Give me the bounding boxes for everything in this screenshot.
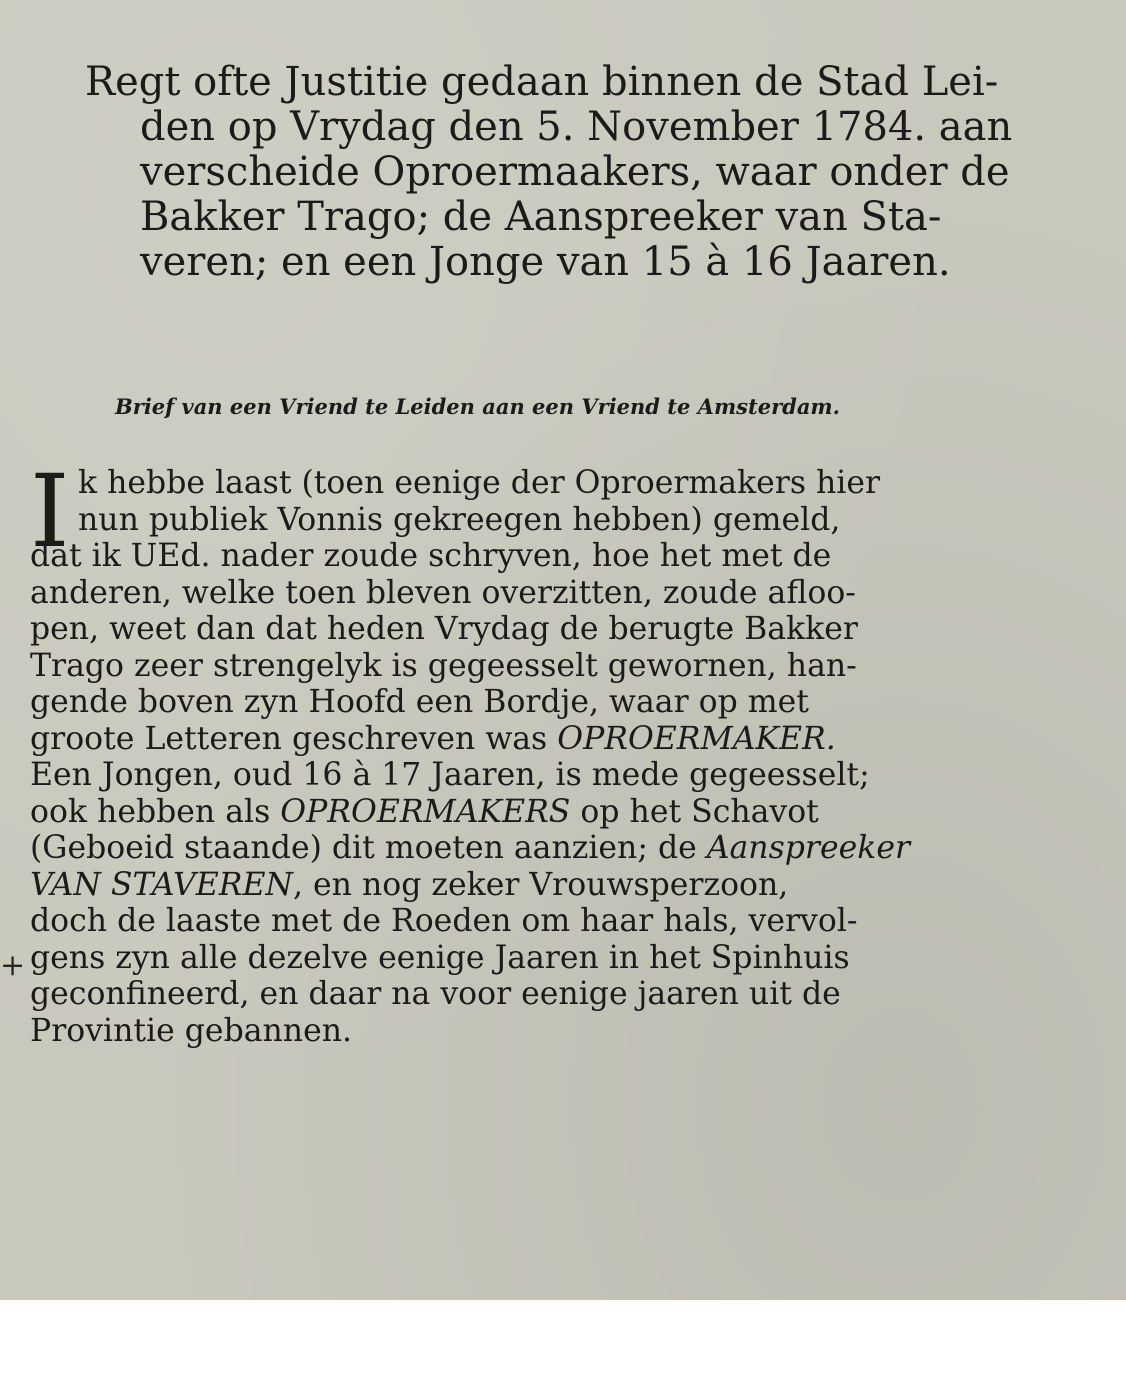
italic-term: VAN STAVEREN bbox=[30, 866, 293, 903]
margin-mark: + bbox=[0, 948, 26, 983]
headline-line: Bakker Trago; de Aanspreeker van Sta- bbox=[140, 194, 942, 240]
bottom-white-strip bbox=[0, 1300, 1126, 1390]
headline bbox=[85, 60, 1100, 285]
letter-line: Een Jongen, oud 16 à 17 Jaaren, is mede gegeesselt; bbox=[30, 757, 870, 793]
letter-line: pen, weet dan dat heden Vrydag de berugte Bakker bbox=[30, 611, 858, 647]
italic-term: Aanspreeker bbox=[706, 830, 911, 866]
drop-cap: I bbox=[30, 453, 70, 570]
letter-line: Trago zeer strengelyk is gegeesselt gewornen, han- bbox=[30, 647, 857, 684]
letter-line bbox=[30, 794, 1100, 831]
italic-term: OPROERMAKER. bbox=[557, 720, 836, 757]
letter-line: anderen, welke toen bleven overzitten, zoude afloo- bbox=[30, 574, 856, 611]
letter-line: nun publiek Vonnis gekreegen hebben) gemeld, bbox=[78, 501, 841, 538]
letter-subtitle: Brief van een Vriend te Leiden aan een Vriend te Amsterdam. bbox=[115, 394, 840, 419]
headline-line: veren; en een Jonge van 15 à 16 Jaaren. bbox=[140, 239, 951, 285]
headline-line: Regt ofte Justitie gedaan binnen de Stad Lei- bbox=[85, 59, 999, 105]
letter-line bbox=[30, 721, 1100, 758]
headline-line: verscheide Oproermaakers, waar onder de bbox=[140, 149, 1010, 195]
letter-line: Provintie gebannen. bbox=[30, 1012, 353, 1049]
letter-line bbox=[30, 830, 1100, 867]
letter-line: dat ik UEd. nader zoude schryven, hoe het met de bbox=[30, 538, 832, 574]
letter-line: geconfineerd, en daar na voor eenige jaaren uit de bbox=[30, 976, 841, 1012]
letter-body bbox=[30, 465, 1100, 1049]
drop-cap-lines bbox=[30, 465, 1100, 538]
letter-line-text: (Geboeid staande) dit moeten aanzien; de bbox=[30, 830, 697, 866]
letter-line-text: ook hebben als bbox=[30, 793, 271, 830]
letter-line: gende boven zyn Hoofd een Bordje, waar op met bbox=[30, 684, 809, 720]
letter-line-text: groote Letteren geschreven was bbox=[30, 720, 548, 757]
italic-term: OPROERMAKERS bbox=[280, 793, 571, 830]
letter-line bbox=[30, 867, 1100, 904]
letter-line: k hebbe laast (toen eenige der Oproermakers hier bbox=[78, 465, 881, 501]
letter-line: gens zyn alle dezelve eenige Jaaren in het Spinhuis bbox=[30, 939, 850, 976]
headline-line: den op Vrydag den 5. November 1784. aan bbox=[140, 104, 1013, 150]
letter-line: doch de laaste met de Roeden om haar hals, vervol- bbox=[30, 903, 858, 939]
letter-line-text: , en nog zeker Vrouwsperzoon, bbox=[293, 866, 789, 903]
letter-line-text: op het Schavot bbox=[570, 793, 819, 830]
